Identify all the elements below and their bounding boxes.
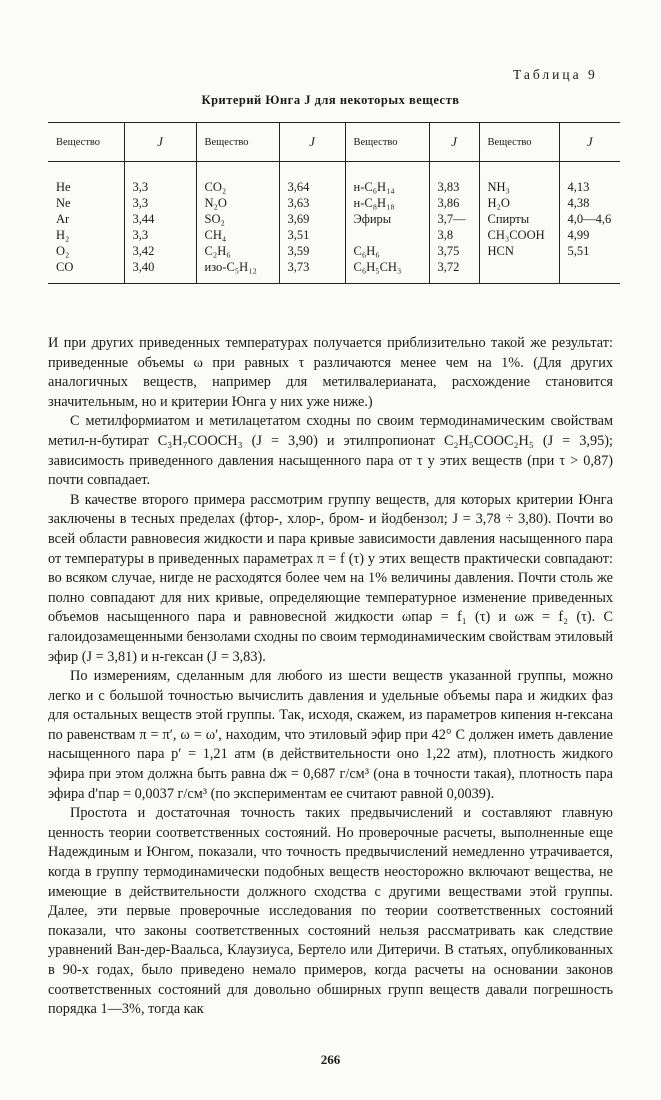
- j-value-cell: 4,99: [567, 228, 590, 242]
- j-value-cell: 3,51: [279, 227, 345, 243]
- table-row: [48, 211, 620, 227]
- paragraph: Простота и достаточная точность таких предвычислений и составляют главную ценность теории соответственных состояний. Но проверочные расчеты, выполненные еще Надеждиным и Юнгом, показали, что точность предвычислений немедленно утрачивается, когда в группу термодинамически подобных веществ неосторожно включают вещества, не имеющие в действительности должного сходства с другими веществами этой группы. Далее, эти первые проверочные исследования по теории соответственных состояний показали, что законы соответственных состояний нельзя рассматривать как следствие уравнений Ван-дер-Ваальса, Клаузиуса, Бертело или Дитеричи. В статьях, опубликованных в 90-х годах, было приведено немало примеров, когда расчеты на основании законов соответственных состояний для довольно обширных групп веществ давали погрешность порядка 1—3%, тогда как: [48, 805, 613, 1018]
- substance-cell: [479, 259, 559, 284]
- paragraph: В качестве второго примера рассмотрим группу веществ, для которых критерии Юнга заключены в тесных пределах (фтор-, хлор-, бром- и йодбензол; J = 3,78 ÷ 3,80). Почти во всей области равновесия жидкости и пара кривые зависимости давления насыщенного пара от температуры в приведенных параметрах π = f (τ) у этих веществ практически совпадают: во всяком случае, нигде не расходятся более чем на 1% величины давления. Почти столь же полно совпадают для них кривые, определяющие температурное изменение приведенных объемов насыщенного пара и равновесной жидкости ωпар = f₁ (τ) и ωж = f₂ (τ). С галоидозамещенными бензолами сходны по своим термодинамическим свойствам этиловый эфир (J = 3,81) и н-гексан (J = 3,83).: [48, 491, 613, 665]
- j-value-cell: 3,63: [279, 195, 345, 211]
- header-cell: J: [559, 123, 620, 162]
- j-value-cell: 4,38: [567, 196, 590, 210]
- substance-cell: HCN: [479, 243, 559, 259]
- j-value-cell: 4,13: [567, 180, 590, 194]
- j-value-cell: 5,51: [567, 244, 590, 258]
- header-cell: J: [124, 123, 196, 162]
- body-text: [48, 334, 613, 1020]
- substance-cell: CH₃COOH: [479, 227, 559, 243]
- substance-cell: Эфиры: [345, 211, 429, 227]
- substance-cell: [345, 227, 429, 243]
- substance-cell: O₂: [48, 243, 124, 259]
- header-cell: J: [279, 123, 345, 162]
- j-value-cell: 3,59: [279, 243, 345, 259]
- table-row: [48, 259, 620, 284]
- j-value-cell: 3,72: [429, 259, 479, 284]
- paragraph: С метилформиатом и метилацетатом сходны по своим термодинамическим свойствам метил-н-бутират C₃H₇COOCH₃ (J = 3,90) и этилпропионат C₂H₅COOC₂H₅ (J = 3,95); зависимость приведенного давления насыщенного пара от τ у этих веществ (при τ > 0,87) почти совпадает.: [48, 413, 613, 489]
- table-row: [48, 179, 620, 195]
- substance-cell: He: [48, 179, 124, 195]
- j-value-cell: 3,3: [124, 195, 196, 211]
- substance-cell: CO: [48, 259, 124, 284]
- j-value-cell: 3,42: [124, 243, 196, 259]
- substance-cell: C₆H₅CH₃: [345, 259, 429, 284]
- j-value-cell: 3,64: [279, 179, 345, 195]
- j-value-cell: 3,3: [124, 227, 196, 243]
- substance-cell: изо-C₅H₁₂: [196, 259, 279, 284]
- substance-cell: н-C₆H₁₄: [345, 179, 429, 195]
- paragraph: И при других приведенных температурах получается приблизительно такой же результат: приведенные объемы ω при равных τ различаются менее чем на 1%. (Для других аналогичных веществ, например для метилвалерианата, расхождение становится значительным, но и критерии Юнга у них уже ниже.): [48, 335, 613, 410]
- table-header-row: [48, 123, 620, 162]
- substance-cell: Спирты: [479, 211, 559, 227]
- j-value-cell: 3,75: [429, 243, 479, 259]
- j-value-cell: 3,44: [124, 211, 196, 227]
- table-row: [48, 243, 620, 259]
- substance-cell: N₂O: [196, 195, 279, 211]
- header-cell: Вещество: [345, 123, 429, 162]
- page-number: 266: [320, 1052, 341, 1067]
- substance-cell: н-C₈H₁₈: [345, 195, 429, 211]
- substance-cell: Ar: [48, 211, 124, 227]
- header-cell: Вещество: [196, 123, 279, 162]
- j-value-cell: 3,73: [279, 259, 345, 284]
- header-cell: Вещество: [479, 123, 559, 162]
- substance-cell: Ne: [48, 195, 124, 211]
- j-value-cell: 3,8: [429, 227, 479, 243]
- substance-cell: H₂: [48, 227, 124, 243]
- table-row: [48, 227, 620, 243]
- j-value-cell: 3,83: [429, 179, 479, 195]
- j-value-cell: 3,7—: [429, 211, 479, 227]
- j-value-cell: 4,0—4,6: [567, 212, 612, 226]
- j-value-cell: 3,69: [279, 211, 345, 227]
- header-cell: J: [429, 123, 479, 162]
- table-row: [48, 195, 620, 211]
- paragraph: По измерениям, сделанным для любого из шести веществ указанной группы, можно легко и с большой точностью вычислить давления и удельные объемы пара и жидких фаз для остальных веществ этой группы. Так, исходя, скажем, из параметров кипения н-гексана по равенствам π = π′, ω = ω′, находим, что этиловый эфир при 42° С должен иметь давление насыщенного пара p′ = 1,21 атм (в действительности оно 1,22 атм), плотность жидкого эфира при этом должна быть равна dж = 0,687 г/см³ (она в точности такая), плотность пара эфира d′пар = 0,0037 г/см³ (по экспериментам ее считают равной 0,0039).: [48, 668, 613, 802]
- substance-cell: H₂O: [479, 195, 559, 211]
- j-value-cell: 3,86: [429, 195, 479, 211]
- substance-cell: C₂H₆: [196, 243, 279, 259]
- substance-cell: CO₂: [196, 179, 279, 195]
- table-title: Критерий Юнга J для некоторых веществ: [201, 93, 460, 107]
- substance-cell: CH₄: [196, 227, 279, 243]
- header-cell: Вещество: [48, 123, 124, 162]
- table-label: Таблица 9: [513, 67, 598, 82]
- substance-cell: C₆H₆: [345, 243, 429, 259]
- substance-cell: NH₃: [479, 179, 559, 195]
- j-value-cell: 3,40: [124, 259, 196, 284]
- j-value-cell: [559, 259, 620, 284]
- data-table: [48, 122, 620, 284]
- substance-cell: SO₂: [196, 211, 279, 227]
- j-value-cell: 3,3: [124, 179, 196, 195]
